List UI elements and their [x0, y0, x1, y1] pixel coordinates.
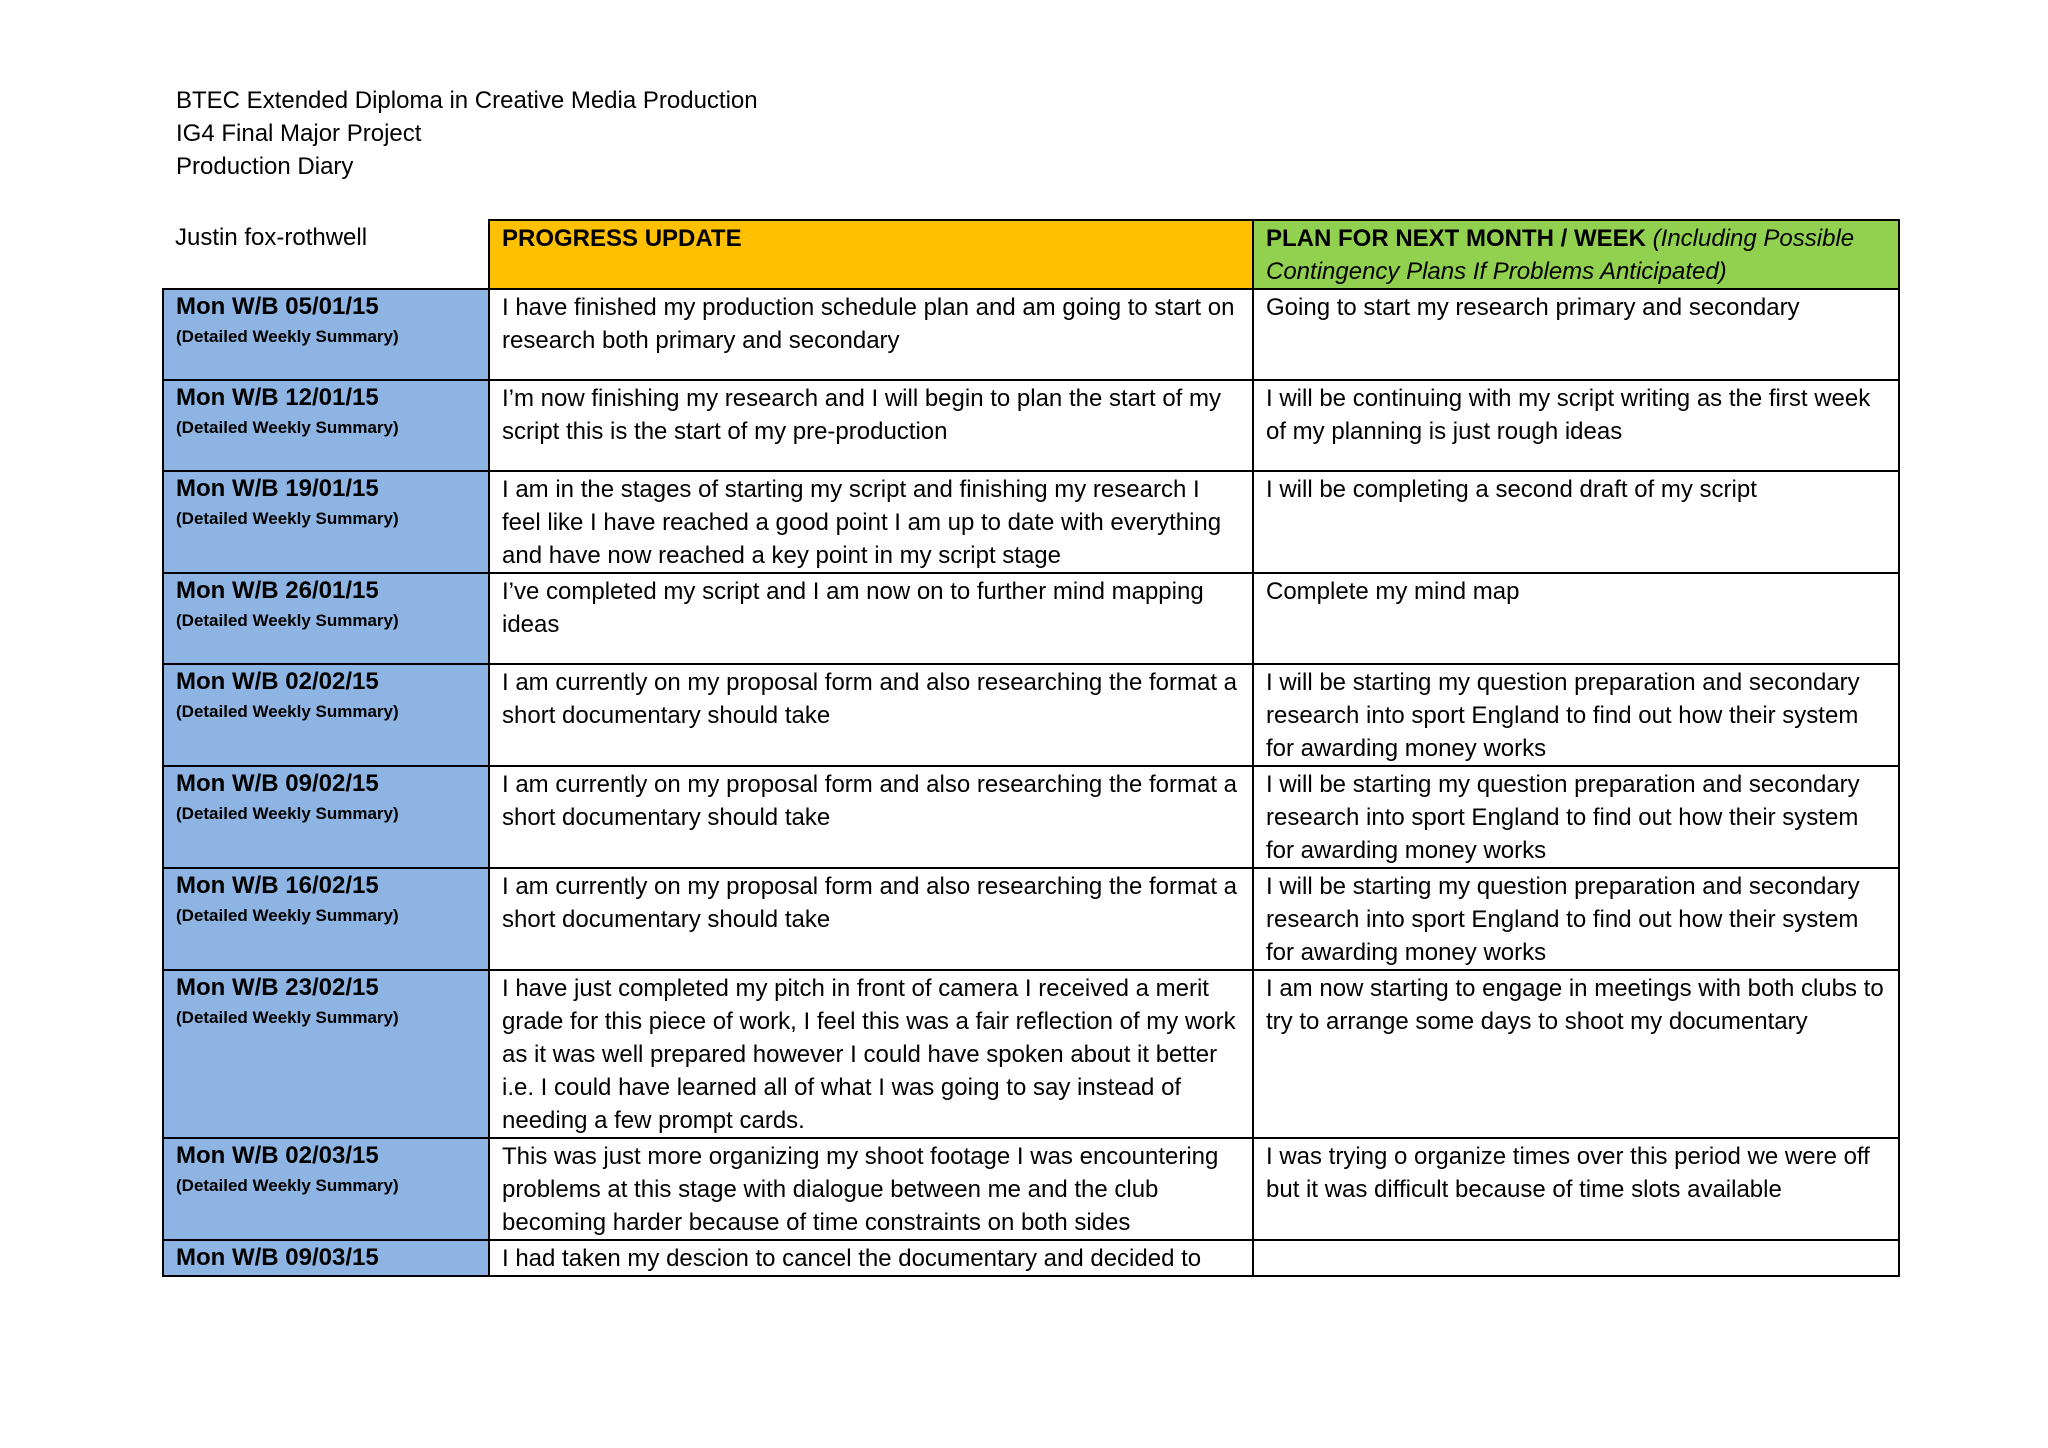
- week-label: Mon W/B 16/02/15: [176, 872, 379, 899]
- progress-cell: I have finished my production schedule plan and am going to start on research both primary and secondary: [489, 289, 1253, 380]
- week-cell: [163, 573, 489, 664]
- document-title: Production Diary: [176, 153, 354, 180]
- week-cell: [163, 868, 489, 970]
- course-title: BTEC Extended Diploma in Creative Media Production: [176, 87, 758, 114]
- plan-header-title: PLAN FOR NEXT MONTH / WEEK: [1266, 225, 1653, 252]
- week-label: Mon W/B 09/02/15: [176, 770, 379, 797]
- plan-header-note: (Including Possible Contingency Plans If Problems Anticipated): [1266, 225, 1855, 285]
- week-label: Mon W/B 09/03/15: [176, 1244, 379, 1271]
- week-label: Mon W/B 05/01/15: [176, 293, 379, 320]
- progress-update-header: PROGRESS UPDATE: [489, 220, 1253, 289]
- table-row: [163, 471, 1899, 573]
- week-subtitle: (Detailed Weekly Summary): [176, 418, 399, 437]
- plan-cell: Going to start my research primary and secondary: [1253, 289, 1899, 380]
- week-subtitle: (Detailed Weekly Summary): [176, 1176, 399, 1195]
- plan-cell: [1253, 1240, 1899, 1276]
- table-row: [163, 970, 1899, 1138]
- progress-cell: I am currently on my proposal form and also researching the format a short documentary should take: [489, 766, 1253, 868]
- progress-cell: I’ve completed my script and I am now on to further mind mapping ideas: [489, 573, 1253, 664]
- table-row: [163, 289, 1899, 380]
- plan-cell: I will be continuing with my script writing as the first week of my planning is just rough ideas: [1253, 380, 1899, 471]
- plan-cell: Complete my mind map: [1253, 573, 1899, 664]
- week-subtitle: (Detailed Weekly Summary): [176, 906, 399, 925]
- progress-cell: I am in the stages of starting my script and finishing my research I feel like I have reached a good point I am up to date with everything and have now reached a key point in my script stage: [489, 471, 1253, 573]
- table-row: [163, 664, 1899, 766]
- table-row: [163, 1138, 1899, 1240]
- week-label: Mon W/B 02/03/15: [176, 1142, 379, 1169]
- week-subtitle: (Detailed Weekly Summary): [176, 702, 399, 721]
- plan-cell: I will be starting my question preparation and secondary research into sport England to find out how their system for awarding money works: [1253, 664, 1899, 766]
- plan-cell: I will be starting my question preparation and secondary research into sport England to find out how their system for awarding money works: [1253, 766, 1899, 868]
- week-cell: [163, 471, 489, 573]
- table-row: [163, 1240, 1899, 1276]
- progress-cell: I have just completed my pitch in front of camera I received a merit grade for this piece of work, I feel this was a fair reflection of my work as it was well prepared however I could have spoken about it better i.e. I could have learned all of what I was going to say instead of needing a few prompt cards.: [489, 970, 1253, 1138]
- week-cell: [163, 664, 489, 766]
- week-subtitle: (Detailed Weekly Summary): [176, 611, 399, 630]
- progress-cell: I’m now finishing my research and I will begin to plan the start of my script this is the start of my pre-production: [489, 380, 1253, 471]
- plan-cell: I was trying o organize times over this period we were off but it was difficult because of time slots available: [1253, 1138, 1899, 1240]
- progress-cell: I am currently on my proposal form and also researching the format a short documentary should take: [489, 664, 1253, 766]
- progress-cell: I am currently on my proposal form and also researching the format a short documentary should take: [489, 868, 1253, 970]
- week-label: Mon W/B 19/01/15: [176, 475, 379, 502]
- project-title: IG4 Final Major Project: [176, 120, 422, 147]
- document-header: [176, 84, 758, 183]
- week-cell: [163, 766, 489, 868]
- table-row: [163, 380, 1899, 471]
- week-subtitle: (Detailed Weekly Summary): [176, 1008, 399, 1027]
- week-label: Mon W/B 12/01/15: [176, 384, 379, 411]
- progress-cell: This was just more organizing my shoot footage I was encountering problems at this stage with dialogue between me and the club becoming harder because of time constraints on both sides: [489, 1138, 1253, 1240]
- week-label: Mon W/B 23/02/15: [176, 974, 379, 1001]
- week-cell: [163, 289, 489, 380]
- table-row: [163, 766, 1899, 868]
- week-label: Mon W/B 26/01/15: [176, 577, 379, 604]
- plan-cell: I will be starting my question preparation and secondary research into sport England to find out how their system for awarding money works: [1253, 868, 1899, 970]
- student-name: Justin fox-rothwell: [175, 224, 368, 251]
- table-row: [163, 573, 1899, 664]
- week-subtitle: (Detailed Weekly Summary): [176, 804, 399, 823]
- table-header-row: [163, 220, 1899, 289]
- week-subtitle: (Detailed Weekly Summary): [176, 509, 399, 528]
- table-row: [163, 868, 1899, 970]
- week-label: Mon W/B 02/02/15: [176, 668, 379, 695]
- plan-cell: I am now starting to engage in meetings with both clubs to try to arrange some days to shoot my documentary: [1253, 970, 1899, 1138]
- plan-cell: I will be completing a second draft of my script: [1253, 471, 1899, 573]
- week-cell: [163, 1240, 489, 1276]
- week-subtitle: (Detailed Weekly Summary): [176, 327, 399, 346]
- week-cell: [163, 1138, 489, 1240]
- progress-cell: I had taken my descion to cancel the documentary and decided to: [489, 1240, 1253, 1276]
- production-diary-table: [162, 219, 1900, 1277]
- week-cell: [163, 970, 489, 1138]
- week-cell: [163, 380, 489, 471]
- plan-header: [1253, 220, 1899, 289]
